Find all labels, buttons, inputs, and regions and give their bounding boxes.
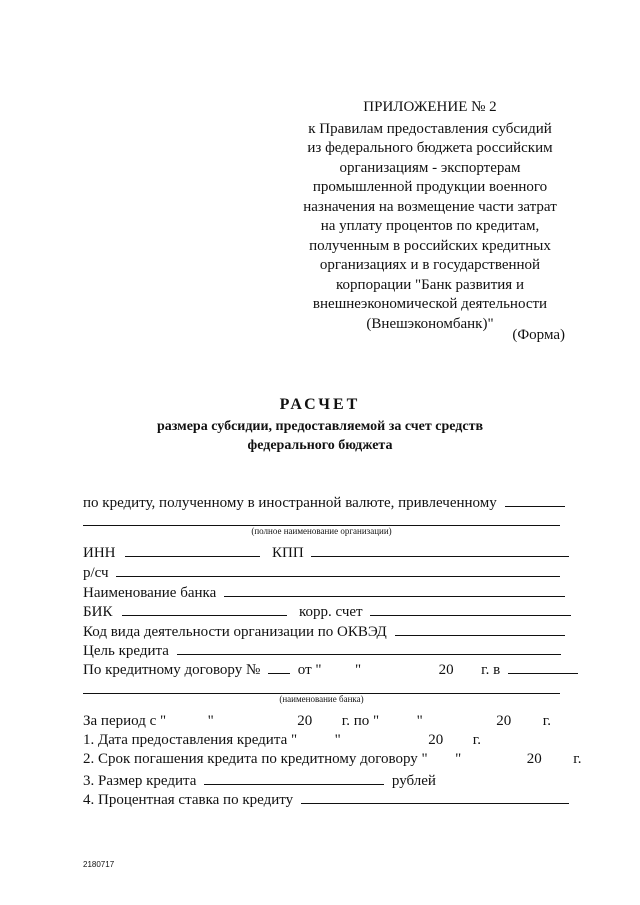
- kpp-field[interactable]: [311, 542, 569, 557]
- item-3-label: 3. Размер кредита: [83, 773, 197, 789]
- item-2-label: 2. Срок погашения кредита по кредитному договору ": [83, 751, 428, 767]
- appendix-line: назначения на возмещение части затрат: [303, 198, 557, 215]
- period-row: [83, 712, 551, 730]
- period-to-label: г. по ": [341, 713, 380, 729]
- okved-label: Код вида деятельности организации по ОКВЭД: [83, 624, 387, 640]
- credit-line-row: [83, 492, 565, 512]
- account-field[interactable]: [116, 562, 560, 577]
- appendix-line: к Правилам предоставления субсидий: [308, 120, 552, 137]
- appendix-number: ПРИЛОЖЕНИЕ № 2: [363, 99, 497, 115]
- credit-goal-field[interactable]: [177, 640, 561, 655]
- appendix-line: полученным в российских кредитных: [309, 237, 551, 254]
- year-prefix: 20: [526, 751, 542, 767]
- appendix-line: (Внешэкономбанк)": [366, 315, 494, 332]
- year-suffix: г.: [573, 751, 582, 767]
- appendix-line: из федерального бюджета российским: [307, 140, 553, 156]
- year-prefix: 20: [297, 713, 313, 729]
- period-from-label: За период с ": [83, 713, 167, 729]
- document-code: 2180717: [83, 860, 115, 869]
- bank-caption: (наименование банка): [279, 694, 364, 704]
- contract-from-label: от ": [297, 662, 322, 678]
- document-subtitle: [0, 417, 640, 455]
- credit-line-label: по кредиту, полученному в иностранной валюте, привлеченному: [83, 495, 497, 511]
- bik-label: БИК: [83, 604, 113, 620]
- item-4-row: [83, 789, 569, 809]
- quote-mark: ": [355, 662, 362, 678]
- account-label: р/сч: [83, 565, 109, 581]
- item-4-label: 4. Процентная ставка по кредиту: [83, 792, 294, 808]
- organization-caption: (полное наименование организации): [251, 526, 392, 536]
- corr-account-label: корр. счет: [298, 604, 363, 620]
- item-3-row: [83, 770, 436, 790]
- contract-number-field[interactable]: [268, 659, 290, 674]
- bank-name-row: [83, 582, 565, 602]
- contract-label: По кредитному договору №: [83, 662, 261, 678]
- appendix-line: внешнеэкономической деятельности: [312, 296, 548, 312]
- year-in-label: г. в: [481, 662, 501, 678]
- item-1-row: [83, 731, 481, 749]
- bik-field[interactable]: [122, 601, 287, 616]
- contract-bank-field[interactable]: [508, 659, 578, 674]
- bank-name-label: Наименование банка: [83, 585, 217, 601]
- appendix-line: организациям - экспортерам: [339, 159, 521, 176]
- quote-mark: ": [455, 751, 462, 767]
- appendix-line: промышленной продукции военного: [312, 179, 548, 195]
- interest-rate-field[interactable]: [301, 789, 569, 804]
- credit-goal-row: [83, 640, 561, 660]
- year-prefix: 20: [428, 732, 444, 748]
- subtitle-line: размера субсидии, предоставляемой за счет средств: [156, 419, 484, 434]
- form-note: (Форма): [512, 327, 565, 343]
- inn-label: ИНН: [83, 545, 116, 561]
- appendix-line: на уплату процентов по кредитам,: [320, 218, 540, 234]
- item-2-row: [83, 750, 581, 768]
- item-1-label: 1. Дата предоставления кредита ": [83, 732, 298, 748]
- credit-amount-field[interactable]: [204, 770, 384, 785]
- bik-row: [83, 601, 571, 621]
- year-suffix: г.: [472, 732, 481, 748]
- year-prefix: 20: [438, 662, 454, 678]
- lender-field[interactable]: [505, 492, 565, 507]
- appendix-line: организациях и в государственной: [319, 257, 541, 273]
- quote-mark: ": [334, 732, 341, 748]
- bank-name-field[interactable]: [224, 582, 565, 597]
- kpp-label: КПП: [272, 545, 304, 561]
- credit-goal-label: Цель кредита: [83, 643, 169, 659]
- document-title: РАСЧЕТ: [279, 396, 361, 413]
- quote-mark: ": [207, 713, 214, 729]
- okved-row: [83, 621, 565, 641]
- account-row: [83, 562, 560, 582]
- subtitle-line: федерального бюджета: [247, 438, 393, 453]
- year-prefix: 20: [496, 713, 512, 729]
- inn-kpp-row: [83, 542, 569, 562]
- year-suffix: г.: [542, 713, 551, 729]
- appendix-line: корпорации "Банк развития и: [336, 276, 524, 293]
- quote-mark: ": [416, 713, 423, 729]
- contract-row: [83, 659, 578, 679]
- inn-field[interactable]: [125, 542, 260, 557]
- okved-field[interactable]: [395, 621, 565, 636]
- appendix-header: [300, 98, 560, 334]
- rubles-label: рублей: [391, 773, 436, 789]
- corr-account-field[interactable]: [370, 601, 571, 616]
